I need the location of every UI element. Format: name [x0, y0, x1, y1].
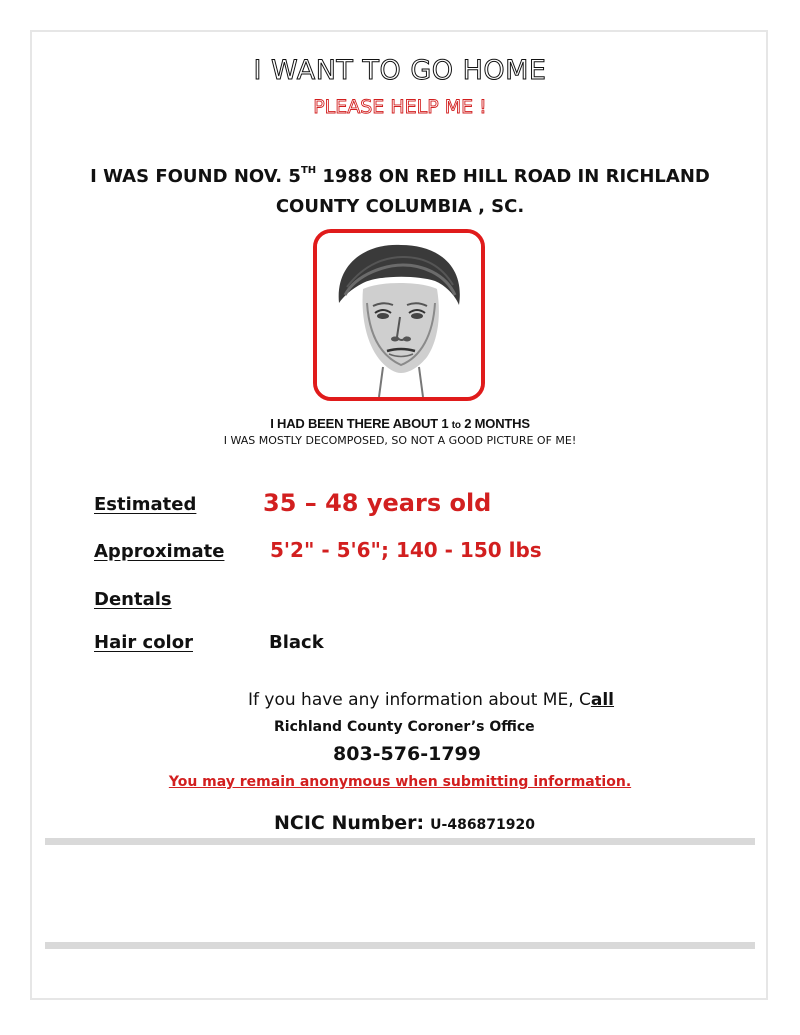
phone-number[interactable]: 803-576-1799 — [333, 743, 481, 765]
ncic-value: U-486871920 — [430, 817, 536, 833]
found-line-1: I WAS FOUND NOV. 5TH 1988 ON RED HILL ROAD IN RICHLAND — [90, 165, 710, 187]
divider-top — [45, 838, 755, 845]
poster-subtitle: PLEASE HELP ME ! — [313, 96, 487, 118]
decomposed-caption: I WAS MOSTLY DECOMPOSED, SO NOT A GOOD PICTURE OF ME! — [223, 434, 577, 447]
estimated-label: Estimated — [94, 494, 197, 515]
sketch-photo — [313, 229, 485, 401]
time-caption: I HAD BEEN THERE ABOUT 1 to 2 MONTHS — [270, 416, 530, 431]
divider-bottom — [45, 942, 755, 949]
dentals-label: Dentals — [94, 589, 172, 610]
estimated-row — [94, 494, 196, 515]
poster-title: I WANT TO GO HOME — [253, 55, 547, 86]
found-statement — [0, 158, 800, 222]
face-sketch-image — [317, 233, 481, 397]
hair-color-label: Hair color — [94, 632, 193, 653]
hair-row — [94, 632, 193, 653]
height-weight-value: 5'2" - 5'6"; 140 - 150 lbs — [270, 538, 542, 562]
approximate-row — [94, 541, 224, 562]
anonymous-note: You may remain anonymous when submitting information. — [168, 774, 632, 790]
found-line-2: COUNTY COLUMBIA , SC. — [275, 196, 525, 217]
estimated-age-value: 35 – 48 years old — [263, 489, 492, 517]
approximate-label: Approximate — [94, 541, 225, 562]
ncic-label: NCIC Number: — [274, 812, 425, 834]
hair-color-value: Black — [269, 632, 324, 653]
ordinal-suffix: TH — [300, 165, 317, 176]
ncic-number — [274, 812, 535, 834]
info-request: If you have any information about ME, Call — [248, 690, 615, 710]
dentals-row — [94, 589, 172, 610]
coroner-office: Richland County Coroner’s Office — [274, 719, 535, 735]
